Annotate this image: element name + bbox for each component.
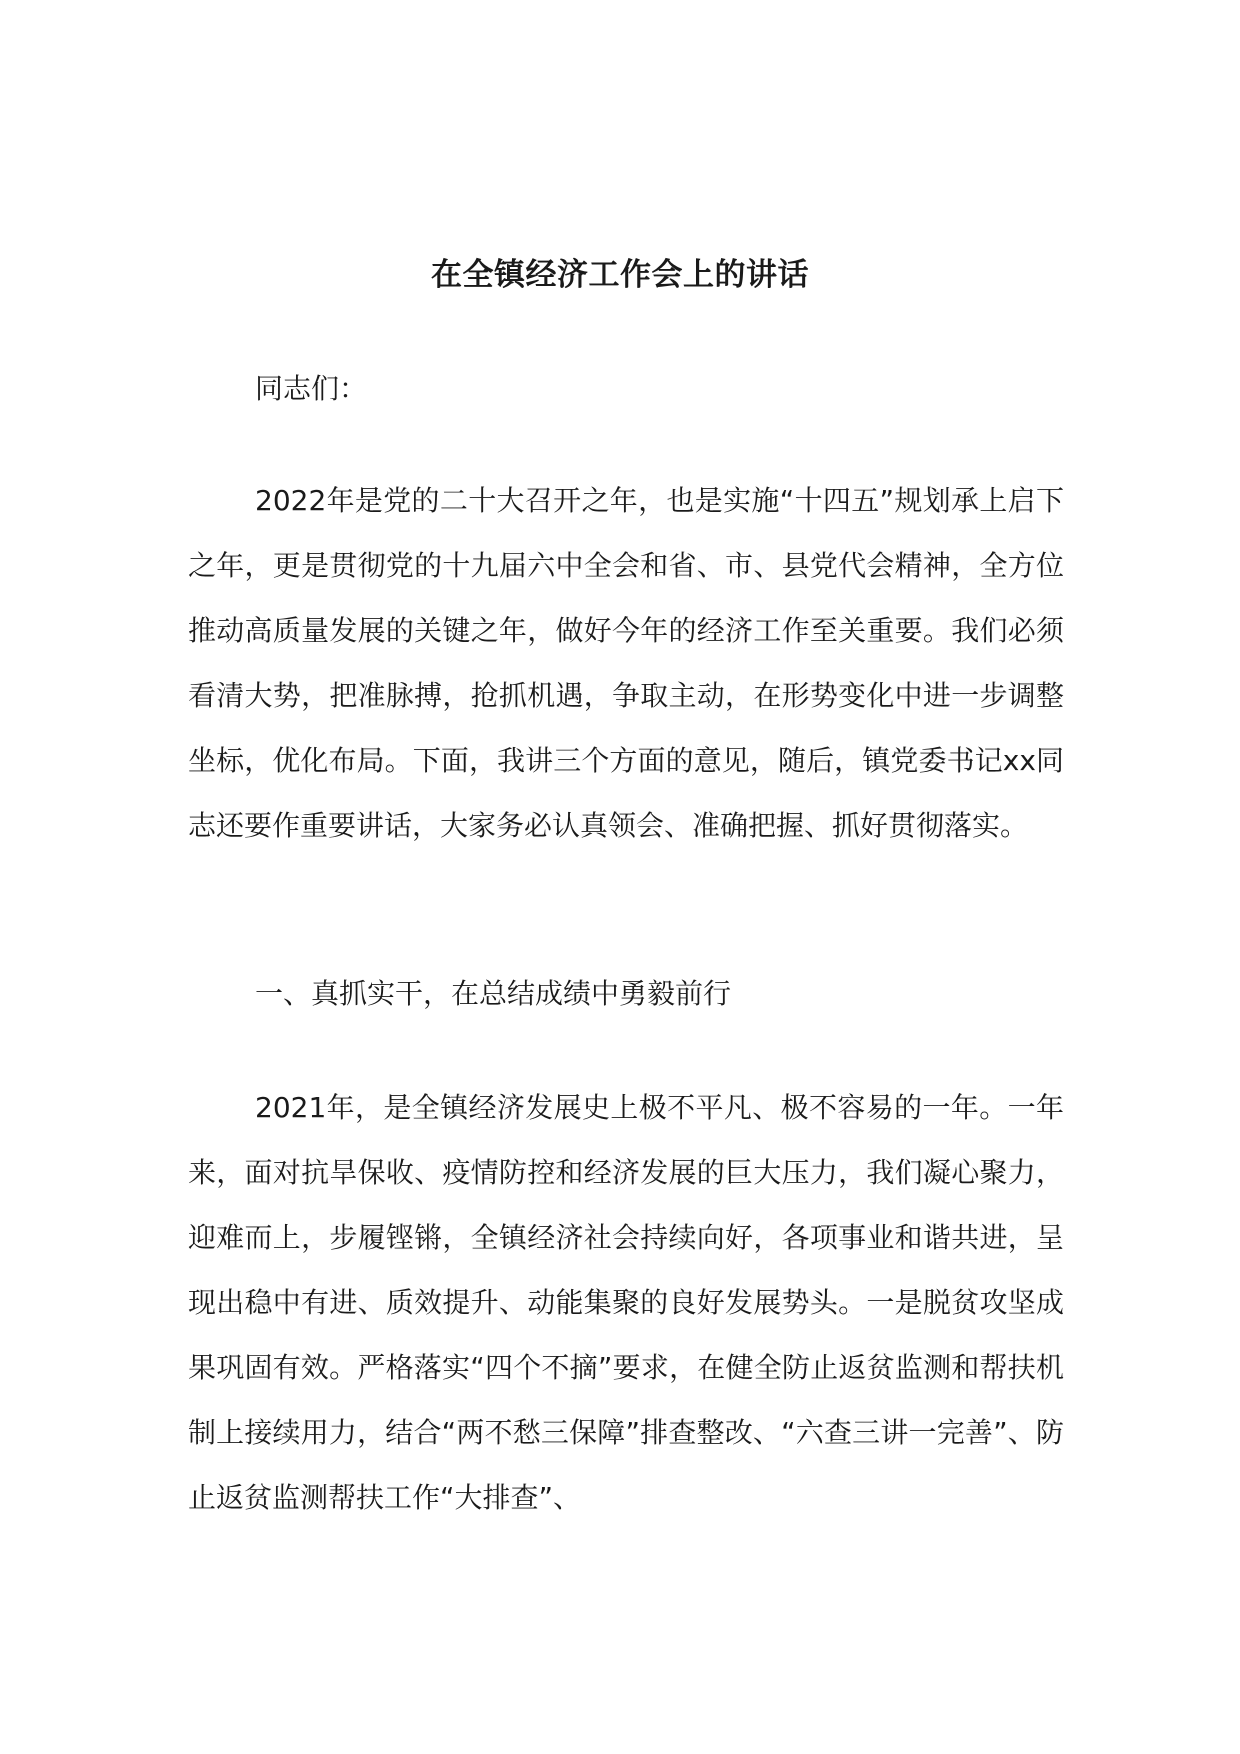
section-heading: 一、真抓实干，在总结成绩中勇毅前行 (255, 977, 732, 1010)
document-title: 在全镇经济工作会上的讲话 (431, 257, 809, 293)
salutation: 同志们： (255, 372, 368, 405)
paragraph: 2021年，是全镇经济发展史上极不平凡、极不容易的一年。一年来，面对抗旱保收、疫情防控和经济发展的巨大压力，我们凝心聚力，迎难而上，步履铿锵，全镇经济社会持续向好，各项事业和谐共进，呈现出稳中有进、质效提升、动能集聚的良好发展势头。一是脱贫攻坚成果巩固有效。严格落实“四个不摘”要求，在健全防止返贫监测和帮扶机制上接续用力，结合“两不愁三保障”排查整改、“六查三讲一完善”、防止返贫监测帮扶工作“大排查”、 (188, 1091, 1064, 1514)
paragraph: 2022年是党的二十大召开之年，也是实施“十四五”规划承上启下之年，更是贯彻党的十九届六中全会和省、市、县党代会精神，全方位推动高质量发展的关键之年，做好今年的经济工作至关重要。我们必须看清大势，把准脉搏，抢抓机遇，争取主动，在形势变化中进一步调整坐标，优化布局。下面，我讲三个方面的意见，随后，镇党委书记xx同志还要作重要讲话，大家务必认真领会、准确把握、抓好贯彻落实。 (188, 484, 1064, 842)
